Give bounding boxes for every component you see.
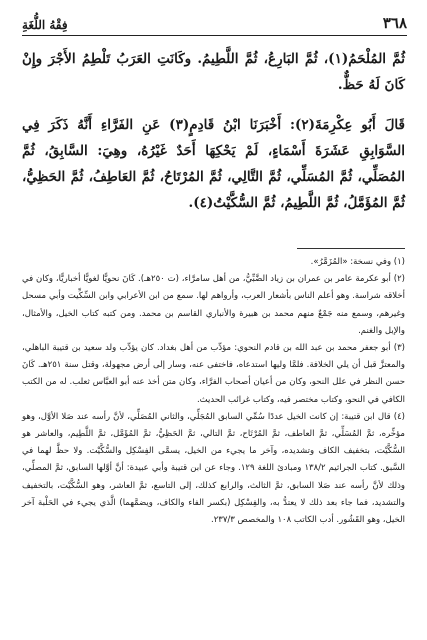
footnote-1: (١) وفي نسخة: «المُزَمَّرُ».	[310, 257, 405, 267]
footnote-divider	[297, 248, 405, 249]
footnote-2: (٢) أبو عكرمة عامر بن عمران بن زياد الضَّبِّيُّ، من أهل سامرَّاء، (ت ٢٥٠هـ). كَانَ نحويًّا لغويًّا أخباريًّا، وكان في أخلاقه شراسة. وهو أعلم الناس بأشعار العرب، وأرواهم لها. سمع من ابن الأعرابي وابن السِّكِّيت وأبي مسحل وغيرهم، وسمع منه جَمْعٌ منهم محمد بن هبيرة والأنباري القاسم بن محمد. ومن كتبه كتاب الخيل، والأمثال، والإبل والغنم.	[22, 274, 405, 336]
paragraph-2: قَالَ أَبُو عِكْرِمَةَ(٢): أَخْبَرَنَا ابْنُ قَادِمٍ(٣) عَنِ الفَرَّاءِ أَنَّهُ ذَكَرَ فِي السَّوَابِقِ عَشَرَةَ أَسْمَاءٍ، لَمْ يَحْكِهَا أَحَدٌ غَيْرُهُ، وهِيَ: السَّابِقُ، ثُمَّ المُصَلِّي، ثُمَّ المُسَلِّي، ثُمَّ التَّالِي، ثُمَّ المُرْتَاحُ، ثُمَّ العَاطِفُ، ثُمَّ الحَظِيُّ، ثُمَّ المُؤَمَّلُ، ثُمَّ اللَّطِيمُ، ثُمَّ السُّكَّيْتُ(٤).	[22, 117, 405, 211]
footnote-4: (٤) قال ابن قتيبة: إن كانت الخيل عددًا سُمِّي السابق المُجَلِّي، والثاني المُصَلِّي، لأنَّ رأسه عند صَلا الأوَّل، وهو مؤخِّره، ثمَّ المُسَلِّي، ثمَّ العاطف، ثمَّ المُرْتَاح، ثمَّ التالي، ثمَّ الحَظِيُّ، ثمَّ المُؤَمَّل، ثمَّ اللَّطِيم، والعاشر هو السُّكَّيْت، بتخفيف الكاف وتشديده، وآخر ما يجيء من الخيل، يسمَّى الفِسْكِل والسُّكَّيْت. ولا حظَّ لهما في السَّبق. كتاب الجراثيم ١٣٨/٢ ومبادئ اللغة ١٢٩. وجاء عن ابن قتيبة وأبي عبيدة: أنَّ أوَّلها السابق، ثمَّ المصلِّي، وذلك لأنَّ رأسه عند صَلا السابق، ثمَّ الثالث، والرابع كذلك، إلى التاسع، ثمَّ العاشر، وهو السُّكَّيْت، بالتخفيف والتشديد، فما جاء بعد ذلك لا يعتدُّ به، والفِسْكِل (بكسر الفاء والكاف، ويضمَّهما) الَّذي يجيء في الحَلْبة آخر الخيل، وهو القَشُور. أدب الكاتب ١٠٨ والمخصص ٢٣٧/٣.	[22, 411, 405, 526]
page-number: ٣٦٨	[382, 14, 407, 32]
paragraph-1: ثُمَّ المُلْحَمُ(١)، ثُمَّ البَارِعُ، ثُمَّ اللَّطِيمُ. وكَانَتِ العَرَبُ تَلْطِمُ الأَجْرَ وإِنْ كَانَ لَهُ حَظٌّ.	[22, 51, 406, 93]
footnotes	[22, 254, 405, 529]
footnote-3: (٣) أبو جعفر محمد بن عبد الله بن قادم النحوي: مؤدِّب من أهل بغداد. كان يؤدِّب ولد سعيد بن قتيبة الباهلي، والمعتزَّ قبل أن يلي الخلافة. فلمَّا وليها استدعاه، فاختفى عنه، وسار إلى أرض مجهولة، وقتل سنة ٢٥١هـ. كَانَ حسن النظر في علل النحو، وكان من أعيان أصحاب الفرَّاء، وكان متن أخذ عنه أبو العبَّاس ثعلب. له من الكتب الكافي في النحو، وكتاب مختصر فيه، وكتاب غرائب الحديث.	[22, 343, 405, 405]
main-text	[22, 46, 405, 216]
page-header	[22, 8, 407, 36]
running-title: فِقْهُ اللُّغَةِ	[22, 18, 68, 32]
